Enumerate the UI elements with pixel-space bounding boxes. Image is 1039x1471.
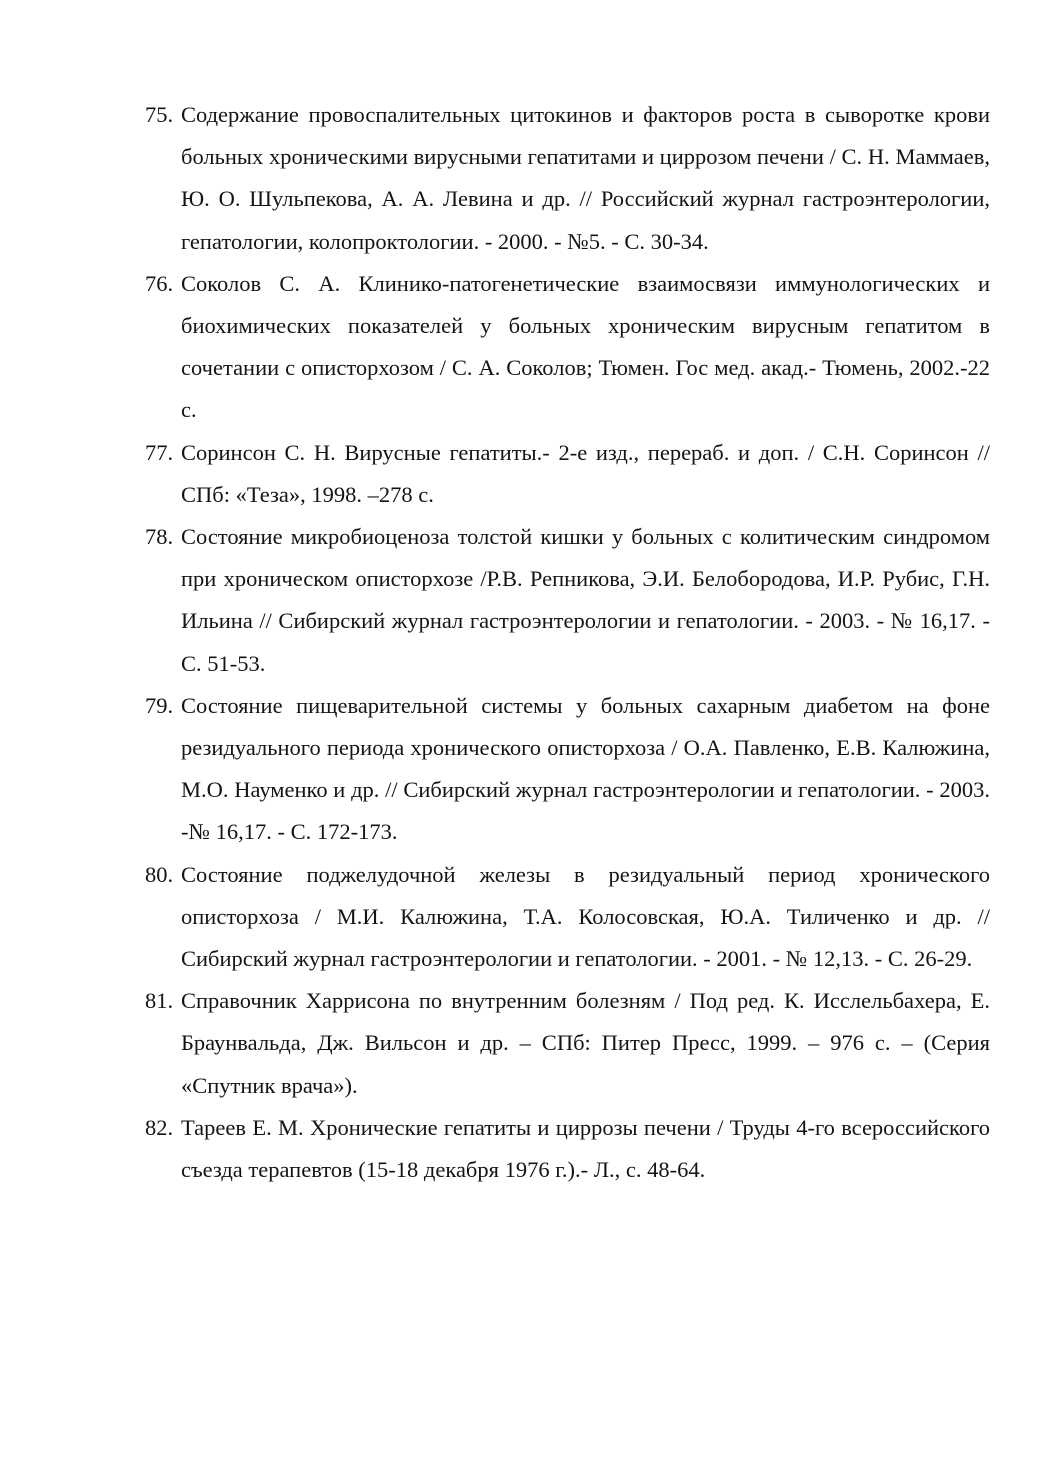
reference-text: Содержание провоспалительных цитокинов и факторов роста в сыворотке крови больных хроническими вирусными гепатитами и циррозом печени / С. Н. Маммаев, Ю. О. Шульпекова, А. А. Левина и др. // Российский журнал гастроэнтерологии, гепатологии, колопроктологии. - 2000. - №5. - С. 30-34.	[181, 102, 990, 254]
reference-list	[145, 94, 990, 1191]
reference-item-78	[145, 516, 990, 685]
reference-item-75	[145, 94, 990, 263]
reference-number: 81.	[145, 988, 174, 1014]
reference-item-80	[145, 854, 990, 981]
reference-item-81	[145, 980, 990, 1107]
reference-text: Справочник Харрисона по внутренним болезням / Под ред. К. Исслельбахера, Е. Браунвальда, Дж. Вильсон и др. – СПб: Питер Пресс, 1999. – 976 с. – (Серия «Спутник врача»).	[181, 988, 990, 1098]
reference-number: 78.	[145, 524, 174, 550]
reference-text: Состояние поджелудочной железы в резидуальный период хронического описторхоза / М.И. Калюжина, Т.А. Колосовская, Ю.А. Тиличенко и др. // Сибирский журнал гастроэнтерологии и гепатологии. - 2001. - № 12,13. - С. 26-29.	[181, 861, 990, 972]
reference-item-79	[145, 685, 990, 854]
reference-item-82	[145, 1107, 990, 1191]
reference-number: 79.	[145, 692, 174, 718]
reference-text: Тареев Е. М. Хронические гепатиты и циррозы печени / Труды 4-го всероссийского съезда терапевтов (15-18 декабря 1976 г.).- Л., с. 48-64.	[181, 1114, 990, 1183]
reference-number: 77.	[145, 439, 174, 465]
reference-text: Состояние пищеварительной системы у больных сахарным диабетом на фоне резидуального периода хронического описторхоза / О.А. Павленко, Е.В. Калюжина, М.О. Науменко и др. // Сибирский журнал гастроэнтерологии и гепатологии. - 2003. -№ 16,17. - С. 172-173.	[181, 692, 990, 845]
reference-item-77	[145, 432, 990, 516]
reference-text: Соринсон С. Н. Вирусные гепатиты.- 2-е изд., перераб. и доп. / С.Н. Соринсон // СПб: «Теза», 1998. –278 с.	[181, 439, 990, 507]
reference-number: 80.	[145, 861, 174, 887]
reference-number: 82.	[145, 1114, 174, 1140]
reference-number: 76.	[145, 270, 174, 296]
reference-text: Состояние микробиоценоза толстой кишки у больных с колитическим синдромом при хроническом описторхозе /Р.В. Репникова, Э.И. Белобородова, И.Р. Рубис, Г.Н. Ильина // Сибирский журнал гастроэнтерологии и гепатологии. - 2003. - № 16,17. - С. 51-53.	[181, 524, 990, 676]
reference-text: Соколов С. А. Клинико-патогенетические взаимосвязи иммунологических и биохимических показателей у больных хроническим вирусным гепатитом в сочетании с описторхозом / С. А. Соколов; Тюмен. Гос мед. акад.- Тюмень, 2002.-22 с.	[181, 270, 990, 423]
reference-number: 75.	[145, 102, 174, 127]
reference-item-76	[145, 263, 990, 432]
